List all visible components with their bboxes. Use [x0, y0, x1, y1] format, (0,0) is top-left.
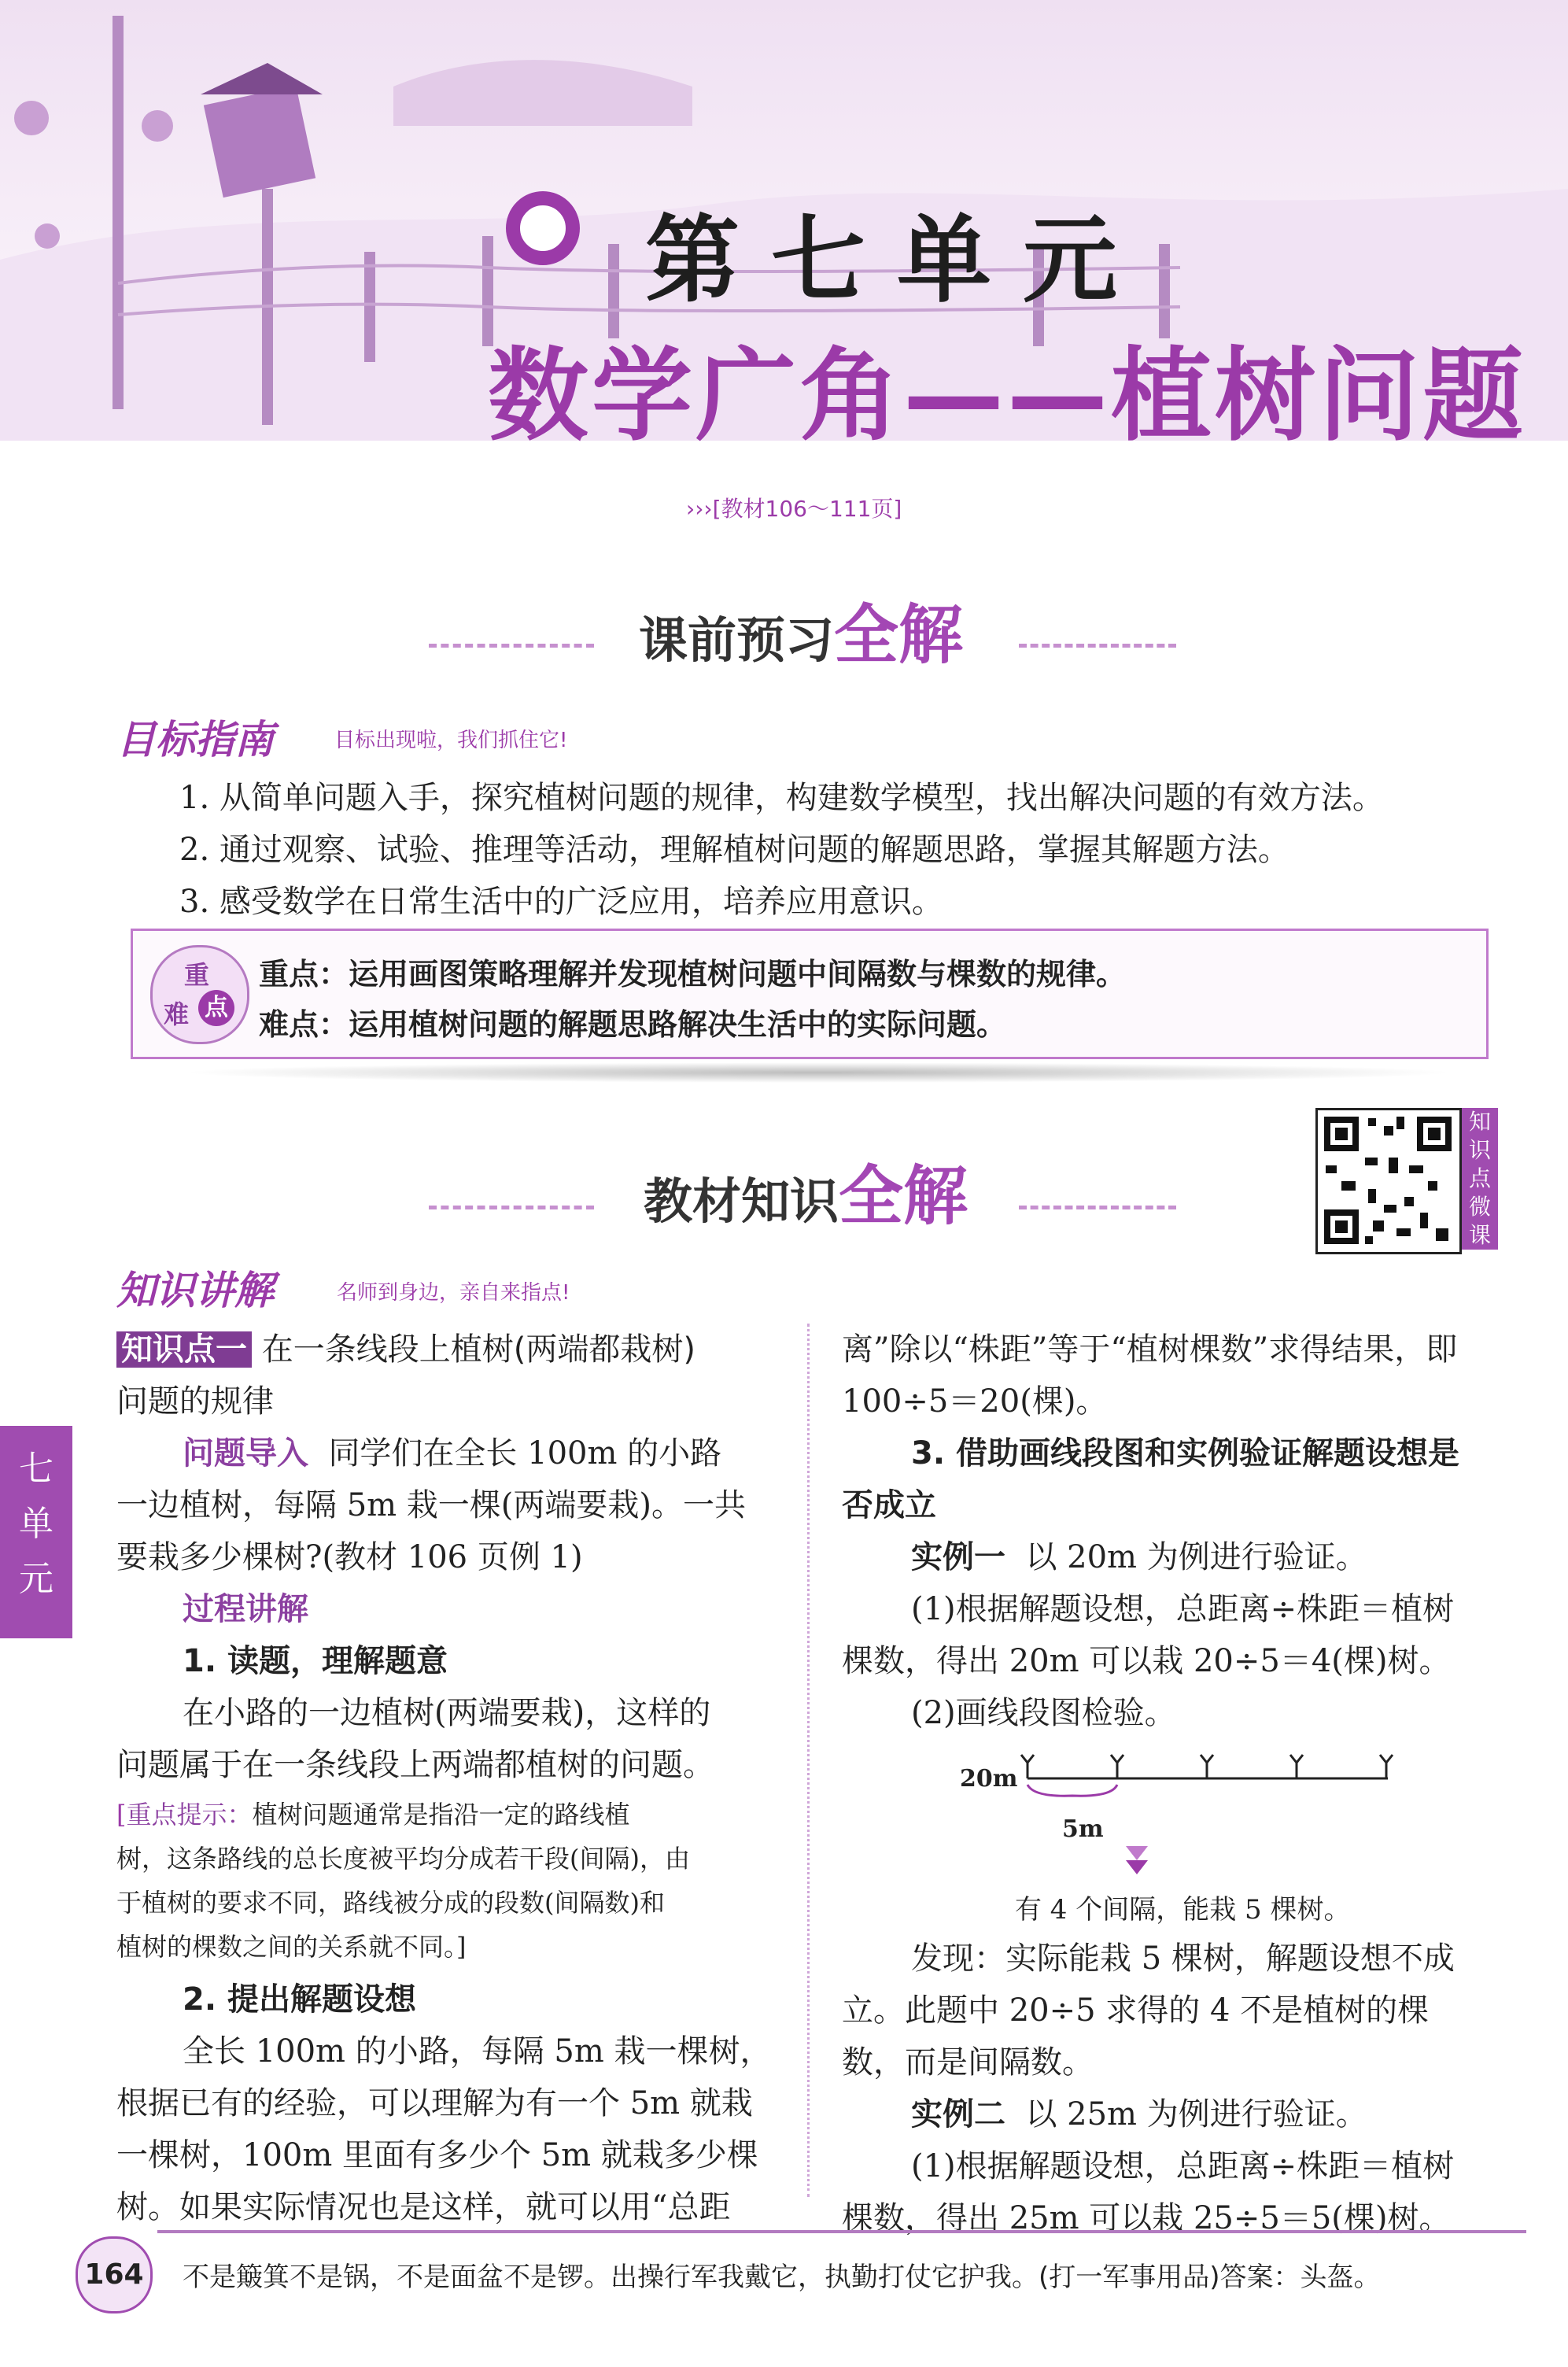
example-2-step-1a: (1)根据解题设想，总距离÷株距＝植树 [911, 2148, 1455, 2184]
key-points-box [131, 929, 1489, 1059]
step-2-heading: 2. 提出解题设想 [183, 1981, 416, 2018]
column-divider [807, 1324, 810, 2197]
note-text-4: 植树的棵数之间的关系就不同。] [116, 1932, 467, 1962]
intro-text-2: 一边植树，每隔 5m 栽一棵(两端要栽)。一共 [116, 1487, 747, 1523]
box-shadow [181, 1062, 1455, 1083]
step-2-text-2: 根据已有的经验，可以理解为有一个 5m 就栽 [116, 2085, 753, 2121]
divider-left-2 [429, 1206, 594, 1209]
diagram-result: 有 4 个间隔，能栽 5 棵树。 [1015, 1894, 1351, 1926]
example-1-line [911, 1531, 1367, 1583]
qr-label-char: 识 [1468, 1137, 1491, 1163]
note-text-1: 植树问题通常是指沿一定的路线植 [252, 1800, 630, 1830]
step-3-heading-1: 3. 借助画线段图和实例验证解题设想是 [911, 1435, 1459, 1472]
key-badge [150, 945, 249, 1044]
qr-label-char: 知 [1468, 1109, 1491, 1135]
note-text-3: 于植树的要求不同，路线被分成的段数(间隔数)和 [116, 1888, 665, 1918]
example-2-step-1b: 棵数，得出 25m 可以栽 25÷5＝5(棵)树。 [842, 2200, 1451, 2236]
preview-title-emphasis: 全解 [834, 597, 964, 673]
page-number: 164 [76, 2236, 153, 2313]
intro-text-3: 要栽多少棵树?(教材 106 页例 1) [116, 1539, 583, 1575]
right-text-2: 100÷5＝20(棵)。 [842, 1383, 1108, 1420]
goal-item-1: 1. 从简单问题入手，探究植树问题的规律，构建数学模型，找出解决问题的有效方法。 [179, 780, 1384, 816]
step-2-text-4: 树。如果实际情况也是这样，就可以用“总距 [116, 2189, 731, 2225]
explain-note: 名师到身边，亲自来指点! [337, 1281, 570, 1305]
example-2-text: 以 25m 为例进行验证。 [1025, 2096, 1367, 2133]
preview-title-text: 课前预习 [639, 611, 835, 669]
step-1-heading: 1. 读题，理解题意 [183, 1643, 448, 1679]
interval-brace [1028, 1785, 1117, 1796]
finding-2: 立。此题中 20÷5 求得的 4 不是植树的棵 [842, 1992, 1430, 2029]
preview-section-title [639, 584, 963, 676]
diagram-segment-label: 5m [1062, 1815, 1104, 1843]
footer-riddle: 不是簸箕不是锅，不是面盆不是锣。出操行军我戴它，执勤打仗它护我。(打一军事用品)答案：头盔。 [183, 2262, 1381, 2293]
kp-title-line-1 [116, 1324, 695, 1376]
goal-note: 目标出现啦，我们抓住它! [334, 729, 568, 752]
process-label: 过程讲解 [183, 1591, 308, 1627]
divider-right-2 [1019, 1206, 1176, 1209]
example-1-step-1b: 棵数，得出 20m 可以栽 20÷5＝4(棵)树。 [842, 1643, 1451, 1679]
explain-label: 知识讲解 [116, 1268, 274, 1313]
goal-item-3: 3. 感受数学在日常生活中的广泛应用，培养应用意识。 [179, 884, 943, 920]
intro-text-1: 同学们在全长 100m 的小路 [328, 1435, 722, 1472]
step-1-text-1: 在小路的一边植树(两端要栽)，这样的 [183, 1695, 711, 1731]
qr-label-char: 点 [1468, 1165, 1491, 1191]
badge-right: 点 [198, 990, 234, 1026]
badge-top: 重 [184, 960, 210, 990]
note-label: 重点提示： [126, 1800, 253, 1830]
intro-line-1 [116, 1427, 721, 1479]
side-tab-char: 七 [19, 1449, 53, 1489]
example-1-label: 实例一 [911, 1539, 1005, 1575]
example-2-line [911, 2088, 1367, 2140]
right-text-1: 离”除以“株距”等于“植树棵数”求得结果，即 [842, 1331, 1458, 1368]
unit-title: 第七单元 [645, 205, 1149, 316]
difficult-point: 难点：运用植树问题的解题思路解决生活中的实际问题。 [259, 1006, 1007, 1042]
finding-3: 数，而是间隔数。 [842, 2044, 1094, 2081]
down-arrow-icon [1121, 1843, 1153, 1882]
qr-label-char: 课 [1468, 1222, 1491, 1248]
kp-title-2: 问题的规律 [116, 1383, 274, 1420]
note-line-1: [重点提示：植树问题通常是指沿一定的路线植 [116, 1800, 630, 1830]
finding-1: 发现：实际能栽 5 棵树，解题设想不成 [911, 1940, 1455, 1977]
segment-diagram [960, 1739, 1448, 1841]
divider-right [1019, 644, 1176, 648]
key-point: 重点：运用画图策略理解并发现植树问题中间隔数与棵数的规律。 [259, 956, 1127, 991]
footer-line [157, 2230, 1526, 2233]
intro-label: 问题导入 [183, 1435, 308, 1472]
topic-title: 数学广角——植树问题 [488, 338, 1527, 455]
step-3-heading-2: 否成立 [842, 1487, 936, 1523]
qr-code[interactable] [1315, 1108, 1462, 1254]
tree-marks [1021, 1755, 1393, 1778]
unit-side-tab [0, 1426, 72, 1638]
pages-reference: ›››[教材106～111页] [686, 496, 902, 522]
goal-item-2: 2. 通过观察、试验、推理等活动，理解植树问题的解题思路，掌握其解题方法。 [179, 832, 1289, 868]
step-1-text-2: 问题属于在一条线段上两端都植树的问题。 [116, 1747, 714, 1783]
side-tab-char: 单 [19, 1504, 53, 1544]
qr-label-char: 微 [1468, 1194, 1491, 1220]
qr-pattern-icon [1318, 1110, 1459, 1252]
side-tab-char: 元 [19, 1559, 53, 1599]
knowledge-title-emphasis: 全解 [839, 1158, 968, 1234]
example-2-label: 实例二 [911, 2096, 1005, 2133]
knowledge-section-title [644, 1145, 968, 1237]
badge-left: 难 [164, 999, 190, 1029]
example-1-step-2: (2)画线段图检验。 [911, 1695, 1176, 1731]
example-1-text: 以 20m 为例进行验证。 [1025, 1539, 1367, 1575]
kp-tag: 知识点一 [116, 1331, 252, 1368]
goal-label: 目标指南 [116, 717, 274, 763]
step-2-text-1: 全长 100m 的小路，每隔 5m 栽一棵树， [183, 2033, 772, 2070]
qr-label [1462, 1108, 1498, 1250]
example-1-step-1a: (1)根据解题设想，总距离÷株距＝植树 [911, 1591, 1455, 1627]
diagram-total-label: 20m [960, 1765, 1018, 1793]
divider-left [429, 644, 594, 648]
kp-title-1: 在一条线段上植树(两端都栽树) [261, 1331, 695, 1368]
step-2-text-3: 一棵树，100m 里面有多少个 5m 就栽多少棵 [116, 2137, 758, 2173]
note-text-2: 树，这条路线的总长度被平均分成若干段(间隔)，由 [116, 1844, 690, 1874]
knowledge-title-text: 教材知识 [644, 1172, 839, 1230]
